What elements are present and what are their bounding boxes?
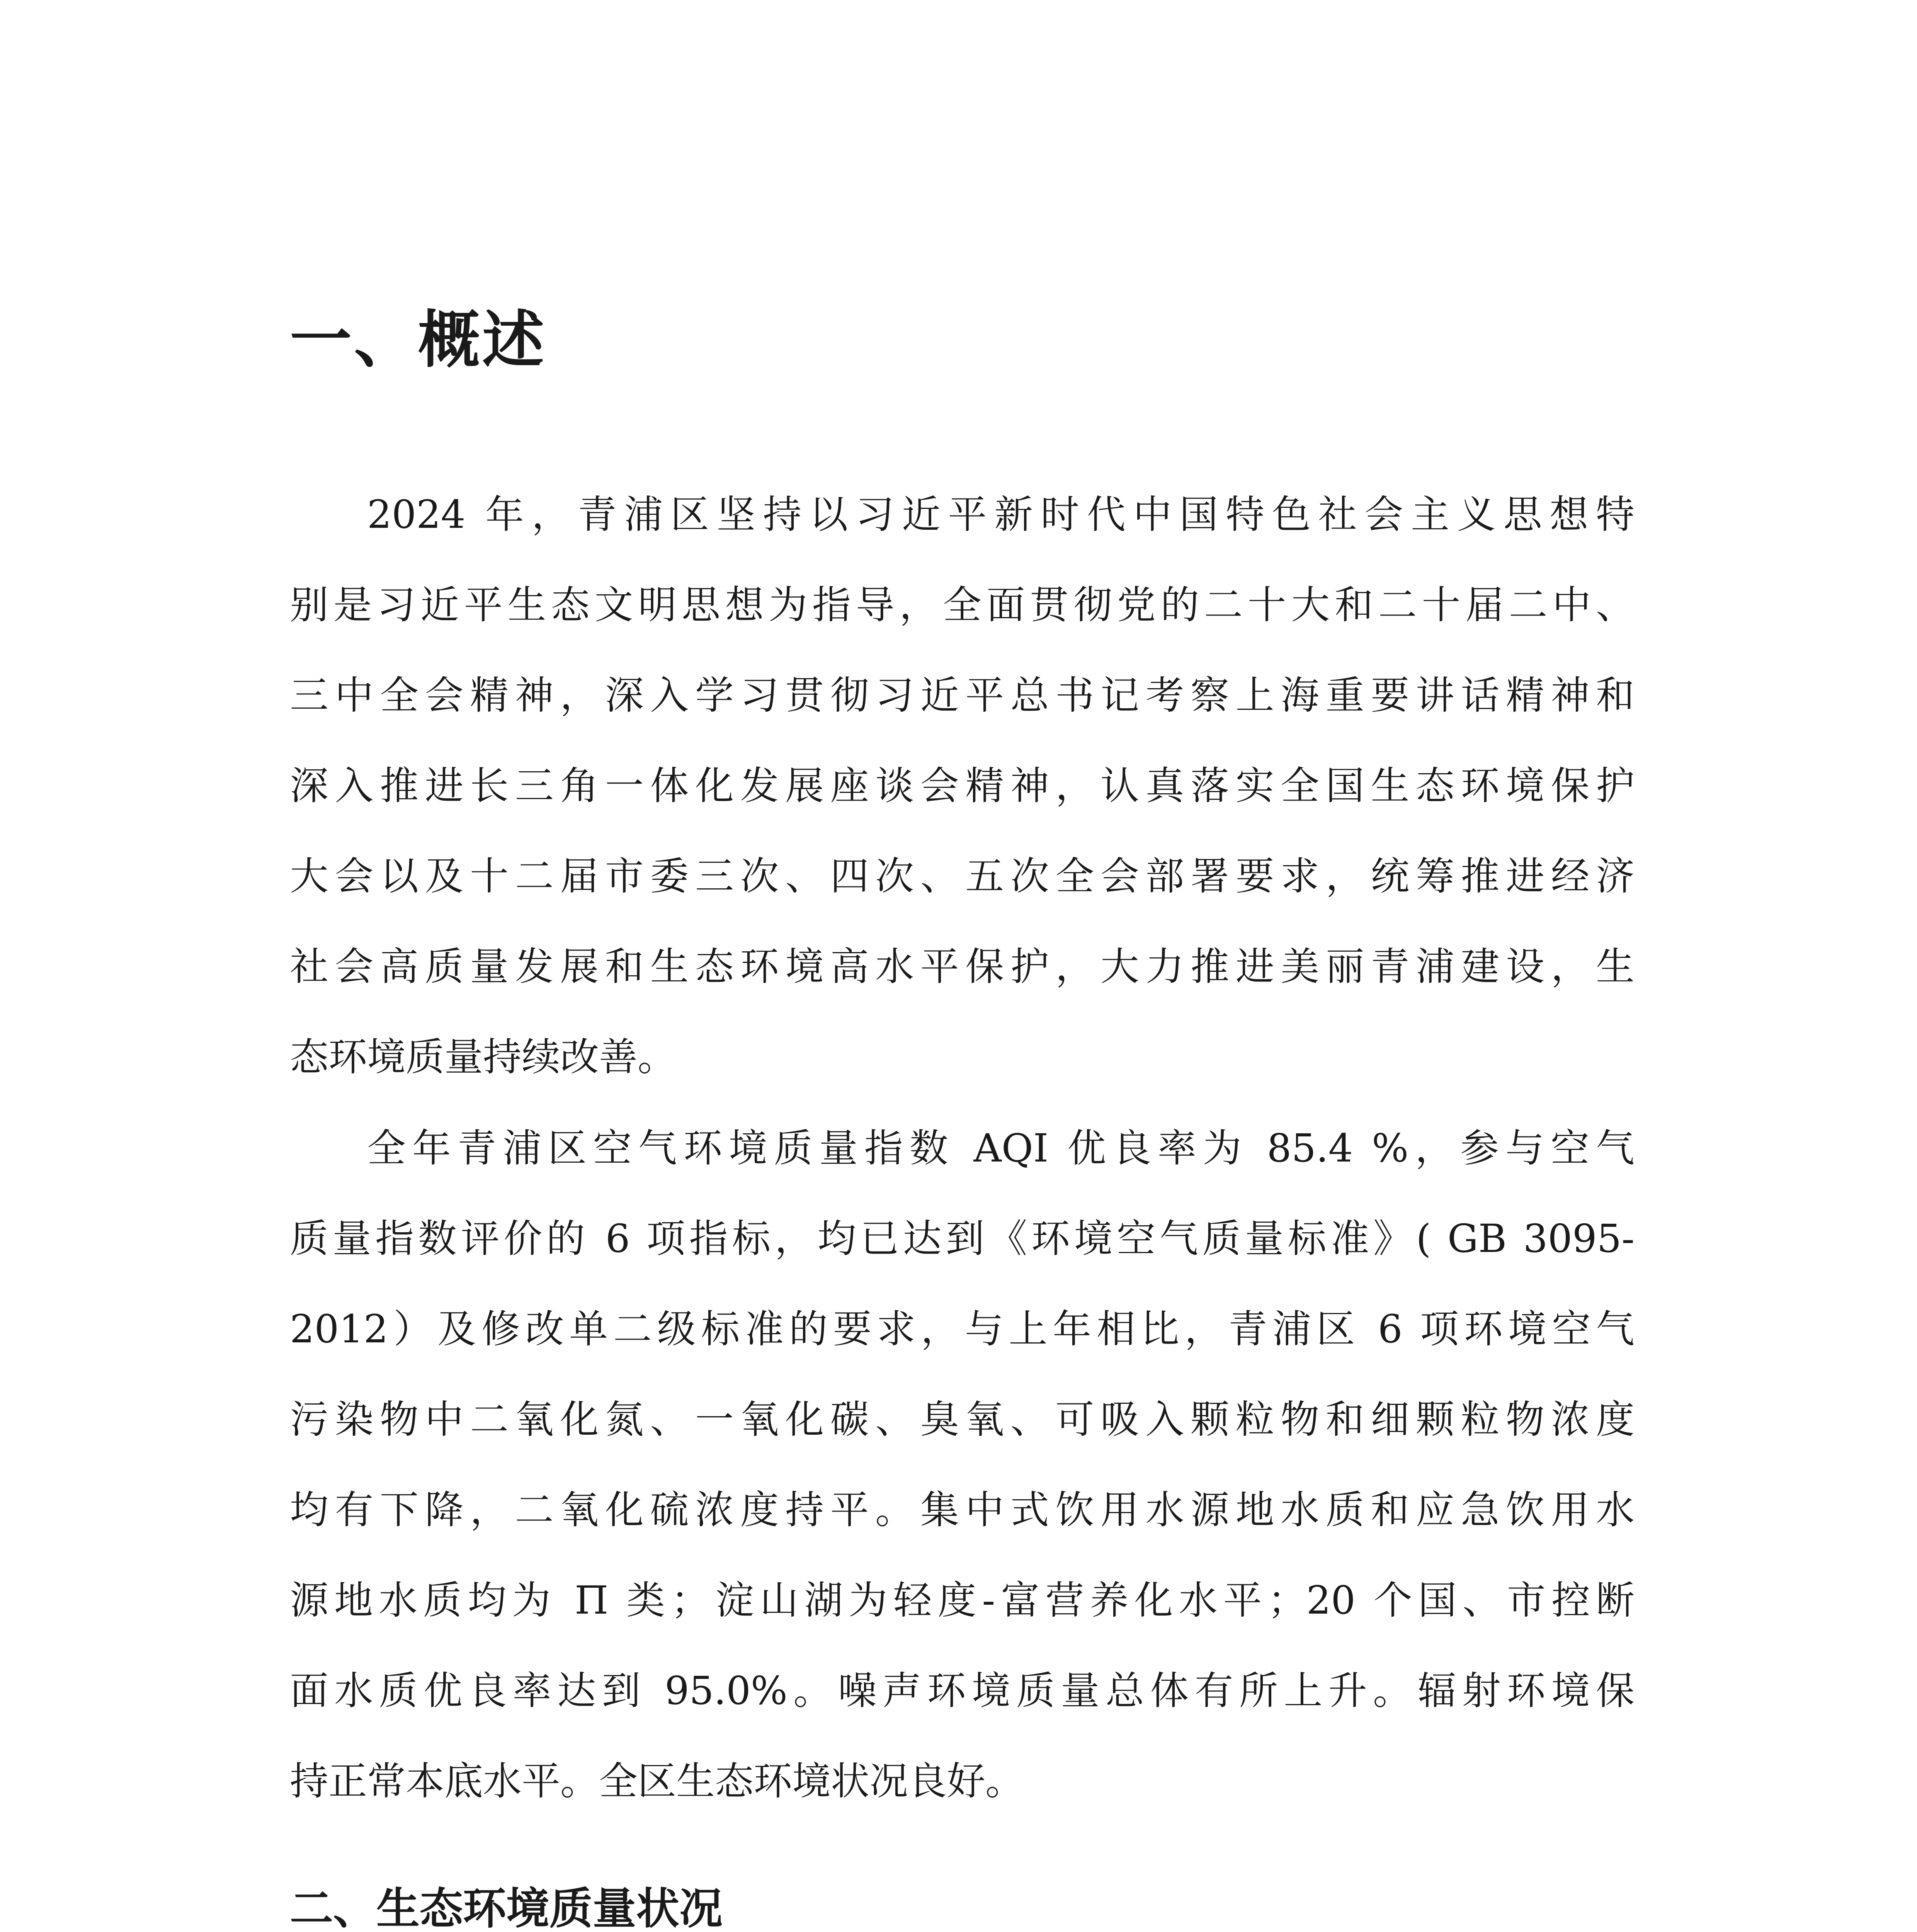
text-line: 面水质优良率达到 95.0%。噪声环境质量总体有所上升。辐射环境保 [290, 1668, 1635, 1713]
text-line: 持正常本底水平。全区生态环境状况良好。 [290, 1759, 1024, 1804]
text-line: 均有下降，二氧化硫浓度持平。集中式饮用水源地水质和应急饮用水 [290, 1487, 1635, 1532]
text-line: 态环境质量持续改善。 [290, 1034, 676, 1080]
text-line: 大会以及十二届市委三次、四次、五次全会部署要求，统筹推进经济 [290, 854, 1635, 899]
section-heading-overview: 一、概述 [290, 304, 547, 376]
text-line: 源地水质均为 Π 类；淀山湖为轻度-富营养化水平；20 个国、市控断 [290, 1578, 1635, 1623]
text-line: 2024 年，青浦区坚持以习近平新时代中国特色社会主义思想特 [367, 492, 1635, 537]
text-line: 2012）及修改单二级标准的要求，与上年相比，青浦区 6 项环境空气 [290, 1306, 1635, 1352]
text-line: 质量指数评价的 6 项指标，均已达到《环境空气质量标准》( GB 3095- [290, 1216, 1635, 1261]
text-line: 三中全会精神，深入学习贯彻习近平总书记考察上海重要讲话精神和 [290, 673, 1635, 718]
text-line: 深入推进长三角一体化发展座谈会精神，认真落实全国生态环境保护 [290, 763, 1635, 808]
text-line: 全年青浦区空气环境质量指数 AQI 优良率为 85.4 %，参与空气 [367, 1126, 1635, 1171]
section-heading-environment-quality: 二、生态环境质量状况 [290, 1884, 723, 1932]
text-line: 别是习近平生态文明思想为指导，全面贯彻党的二十大和二十届二中、 [290, 582, 1635, 628]
overview-paragraph-2 [290, 1103, 1635, 1827]
text-line: 污染物中二氧化氮、一氧化碳、臭氧、可吸入颗粒物和细颗粒物浓度 [290, 1397, 1635, 1442]
text-line: 社会高质量发展和生态环境高水平保护，大力推进美丽青浦建设，生 [290, 944, 1635, 989]
overview-paragraph-1 [290, 469, 1635, 1102]
